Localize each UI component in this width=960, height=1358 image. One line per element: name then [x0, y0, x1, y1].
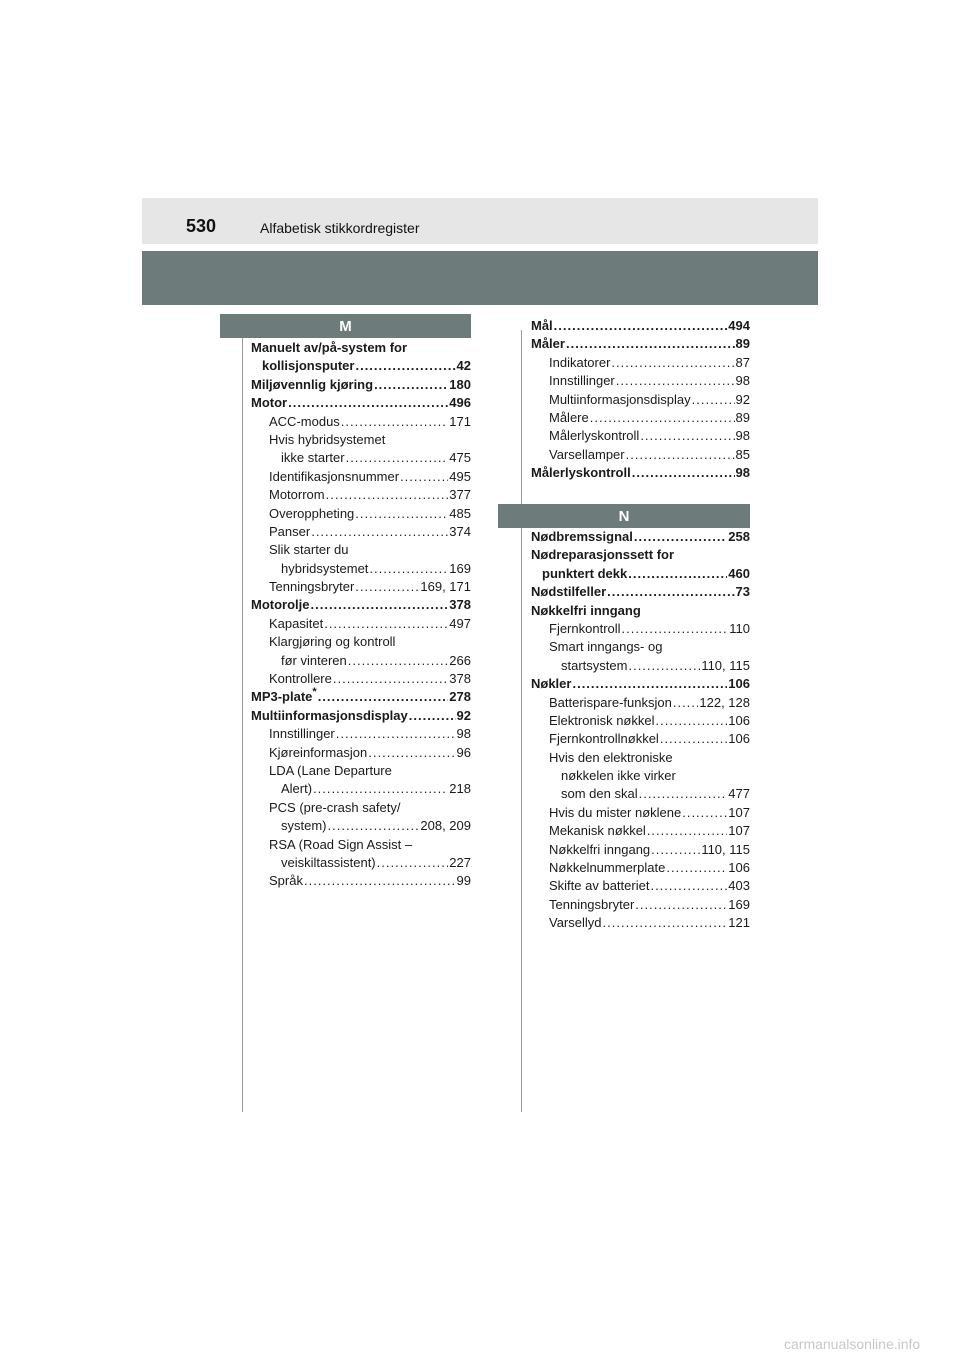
index-entry: Nødreparasjonssett for — [531, 547, 675, 563]
index-subentry: PCS (pre-crash safety/ — [269, 799, 401, 815]
index-entry: Mål ..... 494 — [531, 318, 750, 336]
index-entry: kollisjonsputer ..... 42 — [251, 358, 471, 376]
index-entry: Miljøvennlig kjøring ..... 180 — [251, 377, 471, 395]
index-subentry: Hvis den elektroniske — [549, 749, 673, 765]
index-entry: Nødbremssignal ..... 258 — [531, 529, 750, 547]
index-subentry: Fjernkontroll ..... 110 — [531, 621, 750, 639]
index-subentry: Innstillinger ..... 98 — [531, 373, 750, 391]
index-subentry: Klargjøring og kontroll — [269, 634, 396, 650]
index-entry: punktert dekk ..... 460 — [531, 566, 750, 584]
index-entry: Nøkler ..... 106 — [531, 676, 750, 694]
index-subentry: Hvis du mister nøklene ..... 107 — [531, 805, 750, 823]
section-header-m: M — [220, 314, 471, 338]
index-entry: MP3-plate* ..... 278 — [251, 689, 471, 707]
index-subentry: ACC-modus ..... 171 — [251, 414, 471, 432]
page-title: Alfabetisk stikkordregister — [260, 220, 420, 236]
index-entry: Nøkkelfri inngang — [531, 602, 641, 618]
index-subentry: Overoppheting ..... 485 — [251, 506, 471, 524]
index-column-left — [251, 340, 471, 892]
index-column-right-top — [531, 318, 750, 484]
index-subentry: Målerlyskontroll ..... 98 — [531, 428, 750, 446]
header-band — [142, 251, 818, 305]
index-subentry: Nøkkelfri inngang ..... 110, 115 — [531, 842, 750, 860]
index-subentry: ikke starter ..... 475 — [251, 450, 471, 468]
index-subentry: Batterispare-funksjon ..... 122, 128 — [531, 695, 750, 713]
index-subentry: Smart inngangs- og — [549, 639, 663, 655]
index-subentry: Kjøreinformasjon ..... 96 — [251, 745, 471, 763]
index-subentry: Kapasitet ..... 497 — [251, 616, 471, 634]
index-subentry: Målere ..... 89 — [531, 410, 750, 428]
index-entry: Manuelt av/på-system for — [251, 340, 408, 355]
index-entry: Nødstilfeller ..... 73 — [531, 584, 750, 602]
index-subentry: Motorrom ..... 377 — [251, 487, 471, 505]
index-subentry: system) ..... 208, 209 — [251, 818, 471, 836]
index-subentry: Innstillinger ..... 98 — [251, 726, 471, 744]
index-subentry: Multiinformasjonsdisplay ..... 92 — [531, 392, 750, 410]
footnote-star: * — [312, 686, 317, 699]
index-subentry: Varsellamper ..... 85 — [531, 447, 750, 465]
index-subentry: Alert) ..... 218 — [251, 781, 471, 799]
index-subentry: Kontrollere ..... 378 — [251, 671, 471, 689]
index-entry: Motorolje ..... 378 — [251, 597, 471, 615]
header-bar — [142, 198, 818, 244]
index-column-right-n — [531, 529, 750, 934]
index-entry: Multiinformasjonsdisplay ..... 92 — [251, 708, 471, 726]
index-subentry: veiskiltassistent) ..... 227 — [251, 855, 471, 873]
index-subentry: Nøkkelnummerplate ..... 106 — [531, 860, 750, 878]
index-subentry: Mekanisk nøkkel ..... 107 — [531, 823, 750, 841]
index-subentry: Tenningsbryter ..... 169 — [531, 897, 750, 915]
index-subentry: Indikatorer ..... 87 — [531, 355, 750, 373]
index-subentry: før vinteren ..... 266 — [251, 653, 471, 671]
index-subentry: Elektronisk nøkkel ..... 106 — [531, 713, 750, 731]
index-entry: Målerlyskontroll ..... 98 — [531, 465, 750, 483]
index-subentry: Hvis hybridsystemet — [269, 431, 386, 447]
index-subentry: Slik starter du — [269, 542, 349, 558]
index-subentry: startsystem ..... 110, 115 — [531, 658, 750, 676]
index-subentry: Tenningsbryter ..... 169, 171 — [251, 579, 471, 597]
index-entry: Måler ..... 89 — [531, 336, 750, 354]
index-subentry: Skifte av batteriet ..... 403 — [531, 878, 750, 896]
left-column-rule — [242, 330, 243, 1112]
page-number: 530 — [186, 216, 217, 236]
watermark: carmanualsonline.info — [784, 1336, 921, 1352]
index-subentry: Fjernkontrollnøkkel ..... 106 — [531, 731, 750, 749]
section-header-n: N — [498, 504, 750, 528]
index-subentry: nøkkelen ikke virker — [561, 768, 676, 784]
index-subentry: Panser ..... 374 — [251, 524, 471, 542]
index-subentry: som den skal ..... 477 — [531, 786, 750, 804]
index-subentry: hybridsystemet ..... 169 — [251, 561, 471, 579]
index-subentry: Varsellyd ..... 121 — [531, 915, 750, 933]
index-subentry: RSA (Road Sign Assist – — [269, 836, 413, 852]
index-subentry: Språk ..... 99 — [251, 873, 471, 891]
index-entry: Motor ..... 496 — [251, 395, 471, 413]
index-subentry: LDA (Lane Departure — [269, 762, 392, 778]
index-subentry: Identifikasjonsnummer ..... 495 — [251, 469, 471, 487]
right-column-rule — [521, 330, 522, 1112]
